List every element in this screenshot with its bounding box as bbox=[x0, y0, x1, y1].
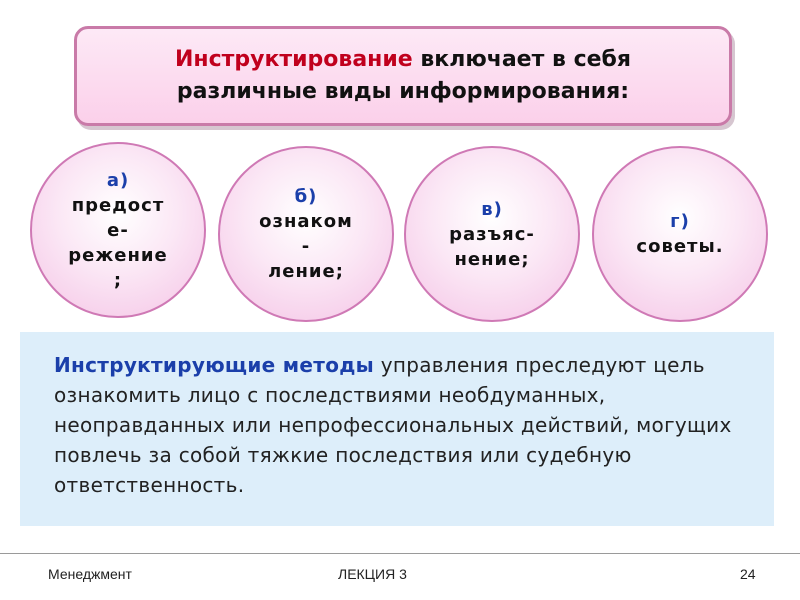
title-accent: Инструктирование bbox=[174, 47, 413, 72]
circle-text-line: ; bbox=[113, 269, 123, 291]
circle-text-line: - bbox=[301, 236, 311, 257]
circle-v bbox=[404, 146, 580, 322]
circle-text-line: е- bbox=[107, 219, 129, 241]
circle-text-line: режение bbox=[68, 244, 168, 266]
circle-letter: а) bbox=[106, 169, 130, 191]
footer-page-number: 24 bbox=[740, 566, 756, 582]
circle-letter: б) bbox=[294, 186, 318, 207]
circle-b bbox=[218, 146, 394, 322]
circle-letter: г) bbox=[670, 211, 690, 232]
circle-text-line: разъяс- bbox=[449, 223, 535, 245]
circle-g bbox=[592, 146, 768, 322]
info-bold-lead: Инструктирующие методы bbox=[54, 353, 375, 377]
info-text: управления преследуют цель ознакомить лицо с последствиями необдуманных, неоправданных или непрофессиональных действий, могущих повлечь за собой тяжкие последствия или судебную ответственность. bbox=[54, 353, 732, 497]
title-line-2: различные виды информирования: bbox=[176, 79, 630, 104]
title-rest: включает в себя bbox=[412, 47, 632, 72]
footer-course: Менеджмент bbox=[48, 566, 132, 582]
title-box bbox=[74, 26, 732, 126]
circle-text-line: ознаком bbox=[259, 211, 353, 232]
info-box bbox=[20, 332, 774, 526]
title-line-1 bbox=[175, 44, 631, 76]
footer-lecture: ЛЕКЦИЯ 3 bbox=[338, 566, 407, 582]
circle-letter: в) bbox=[481, 198, 503, 220]
circle-text-line: советы. bbox=[636, 236, 724, 257]
circle-text-line: предост bbox=[71, 194, 165, 216]
circle-text-line: ление; bbox=[268, 261, 344, 282]
footer-divider bbox=[0, 553, 800, 554]
circle-text-line: нение; bbox=[454, 248, 530, 270]
circle-a bbox=[30, 142, 206, 318]
